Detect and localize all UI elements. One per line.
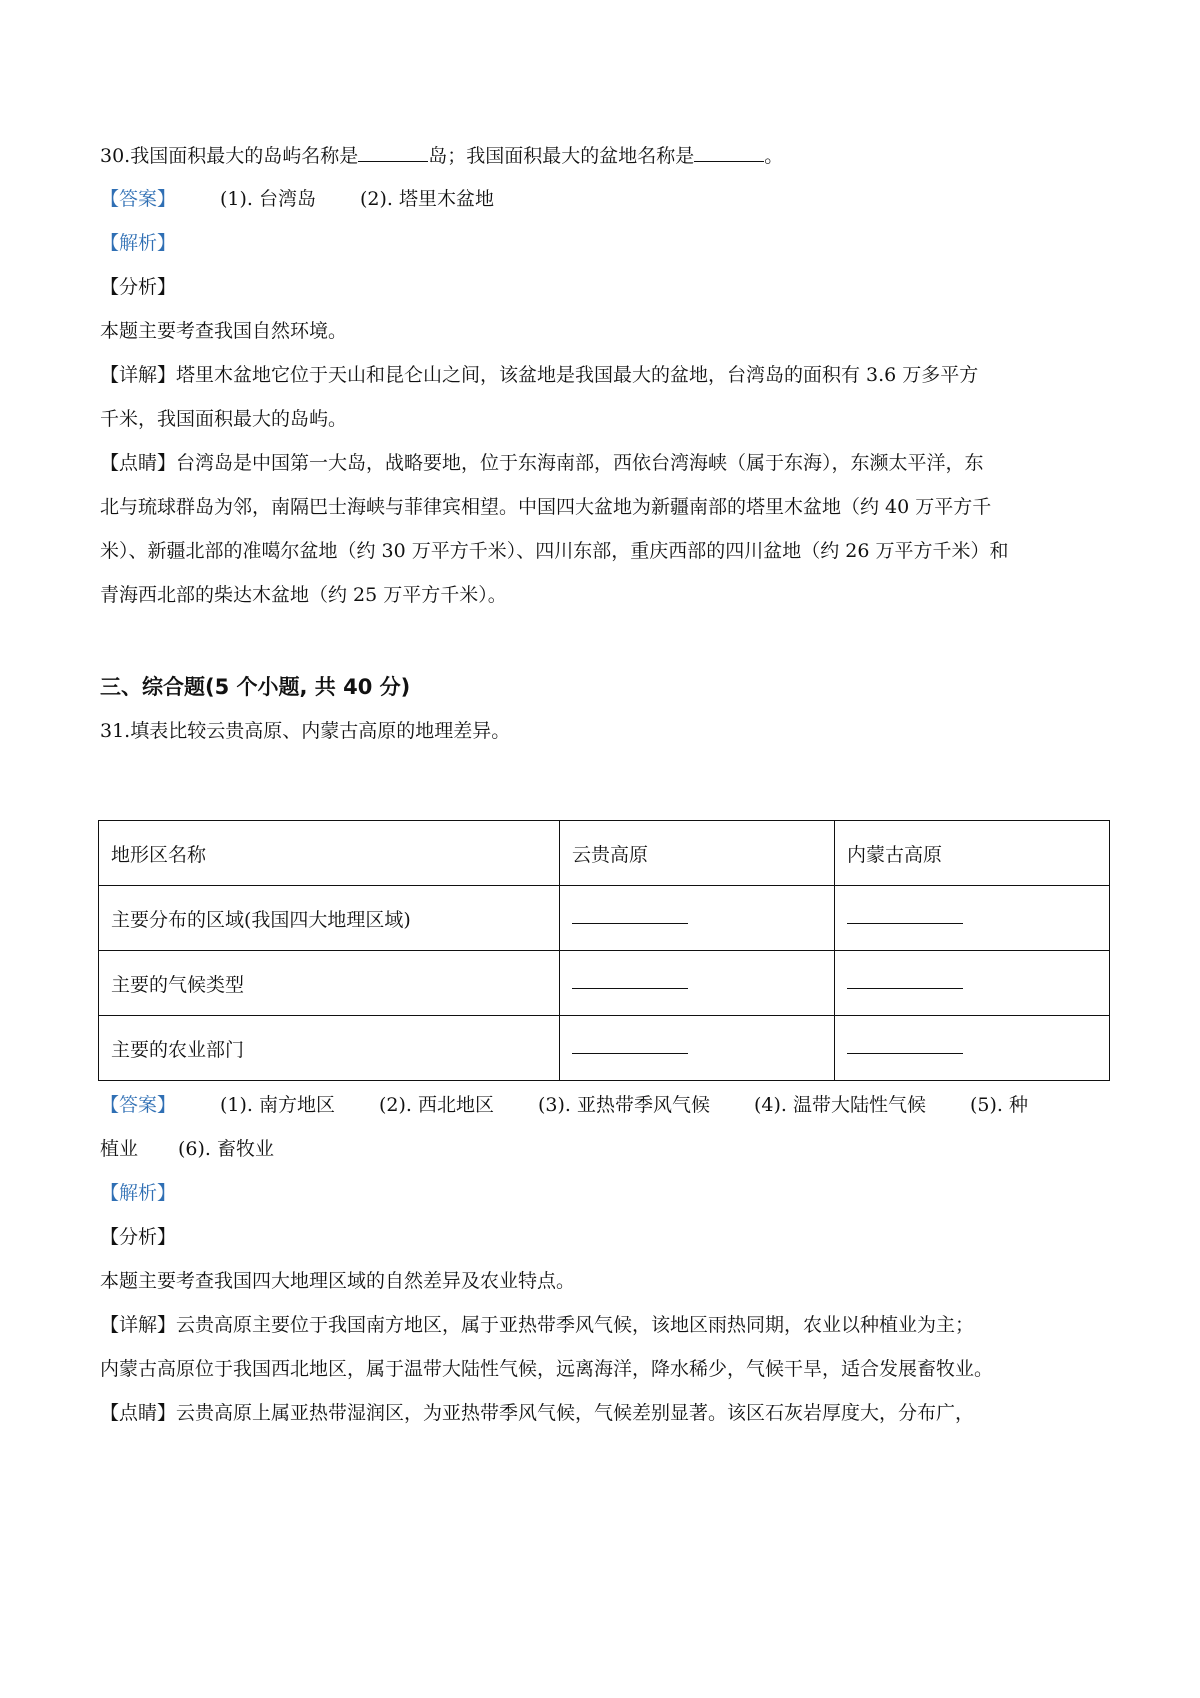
fill-blank-line <box>572 1039 688 1054</box>
answer-item: (6). 畜牧业 <box>178 1138 275 1160</box>
table-blank-cell <box>559 1016 834 1081</box>
q30-jiexi-label: 【解析】 <box>100 232 177 254</box>
q30-dianjing-line: 【点睛】台湾岛是中国第一大岛，战略要地，位于东海南部，西依台湾海峡（属于东海），东濒太平洋，东 <box>100 452 984 474</box>
answer-blank <box>358 141 428 162</box>
answer-item: (1). 南方地区 <box>220 1094 336 1116</box>
table-row <box>99 951 1110 1016</box>
q31-jiexi-label: 【解析】 <box>100 1182 177 1204</box>
fill-blank-line <box>847 974 963 989</box>
answer-label: 【答案】 <box>100 1094 177 1116</box>
q30-fenxi-label: 【分析】 <box>100 276 177 298</box>
q30-dianjing-line: 青海西北部的柴达木盆地（约 25 万平方千米）。 <box>100 584 507 606</box>
fill-blank-line <box>572 909 688 924</box>
answer-label: 【答案】 <box>100 188 177 210</box>
answer-item: (4). 温带大陆性气候 <box>754 1094 927 1116</box>
section-heading: 三、综合题(5 个小题, 共 40 分) <box>100 675 411 699</box>
table-blank-cell <box>834 951 1109 1016</box>
q31-answer-line <box>100 1091 1028 1119</box>
q30-dianjing-line: 北与琉球群岛为邻，南隔巴士海峡与菲律宾相望。中国四大盆地为新疆南部的塔里木盆地（约 40 万平方千 <box>100 496 992 518</box>
fill-blank-line <box>572 974 688 989</box>
answer-blank <box>694 141 764 162</box>
q31-xiangjie-line: 【详解】云贵高原主要位于我国南方地区，属于亚热带季风气候，该地区雨热同期，农业以种植业为主； <box>100 1314 975 1336</box>
fill-blank-line <box>847 909 963 924</box>
table-header-cell: 云贵高原 <box>559 821 834 886</box>
answer-item: (5). 种 <box>970 1094 1029 1116</box>
table-header-cell: 内蒙古高原 <box>834 821 1109 886</box>
q31-answer-line: 植业 (6). 畜牧业 <box>100 1135 274 1163</box>
table-header-cell: 地形区名称 <box>99 821 560 886</box>
table-row-label: 主要分布的区域(我国四大地理区域) <box>99 886 560 951</box>
table-blank-cell <box>559 951 834 1016</box>
table-blank-cell <box>559 886 834 951</box>
q31-fenxi-text: 本题主要考查我国四大地理区域的自然差异及农业特点。 <box>100 1270 576 1292</box>
q31-fenxi-label: 【分析】 <box>100 1226 177 1248</box>
table-row <box>99 886 1110 951</box>
q30-xiangjie-line: 【详解】塔里木盆地它位于天山和昆仑山之间，该盆地是我国最大的盆地，台湾岛的面积有 3.6 万多平方 <box>100 364 979 386</box>
q30-question: 30.我国面积最大的岛屿名称是 岛；我国面积最大的盆地名称是 。 <box>100 141 783 170</box>
table-blank-cell <box>834 1016 1109 1081</box>
table-blank-cell <box>834 886 1109 951</box>
q30-fenxi-text: 本题主要考查我国自然环境。 <box>100 320 348 342</box>
answer-item: (1). 台湾岛 <box>220 188 317 210</box>
q30-xiangjie-line: 千米，我国面积最大的岛屿。 <box>100 408 348 430</box>
q31-xiangjie-line: 内蒙古高原位于我国西北地区，属于温带大陆性气候，远离海洋，降水稀少，气候干旱，适合发展畜牧业。 <box>100 1358 994 1380</box>
answer-item: (2). 西北地区 <box>379 1094 495 1116</box>
q31-dianjing-line: 【点睛】云贵高原上属亚热带湿润区，为亚热带季风气候，气候差别显著。该区石灰岩厚度大，分布广， <box>100 1402 975 1424</box>
answer-item: (2). 塔里木盆地 <box>360 188 495 210</box>
table-row <box>99 1016 1110 1081</box>
q30-answer <box>100 185 494 213</box>
q31-question: 31.填表比较云贵高原、内蒙古高原的地理差异。 <box>100 720 511 742</box>
table-header-row <box>99 821 1110 886</box>
table-row-label: 主要的农业部门 <box>99 1016 560 1081</box>
answer-item: (3). 亚热带季风气候 <box>538 1094 711 1116</box>
fill-blank-line <box>847 1039 963 1054</box>
table-row-label: 主要的气候类型 <box>99 951 560 1016</box>
q30-dianjing-line: 米）、新疆北部的准噶尔盆地（约 30 万平方千米）、四川东部，重庆西部的四川盆地（约 26 万平方千米）和 <box>100 540 1009 562</box>
comparison-table <box>98 820 1110 1081</box>
